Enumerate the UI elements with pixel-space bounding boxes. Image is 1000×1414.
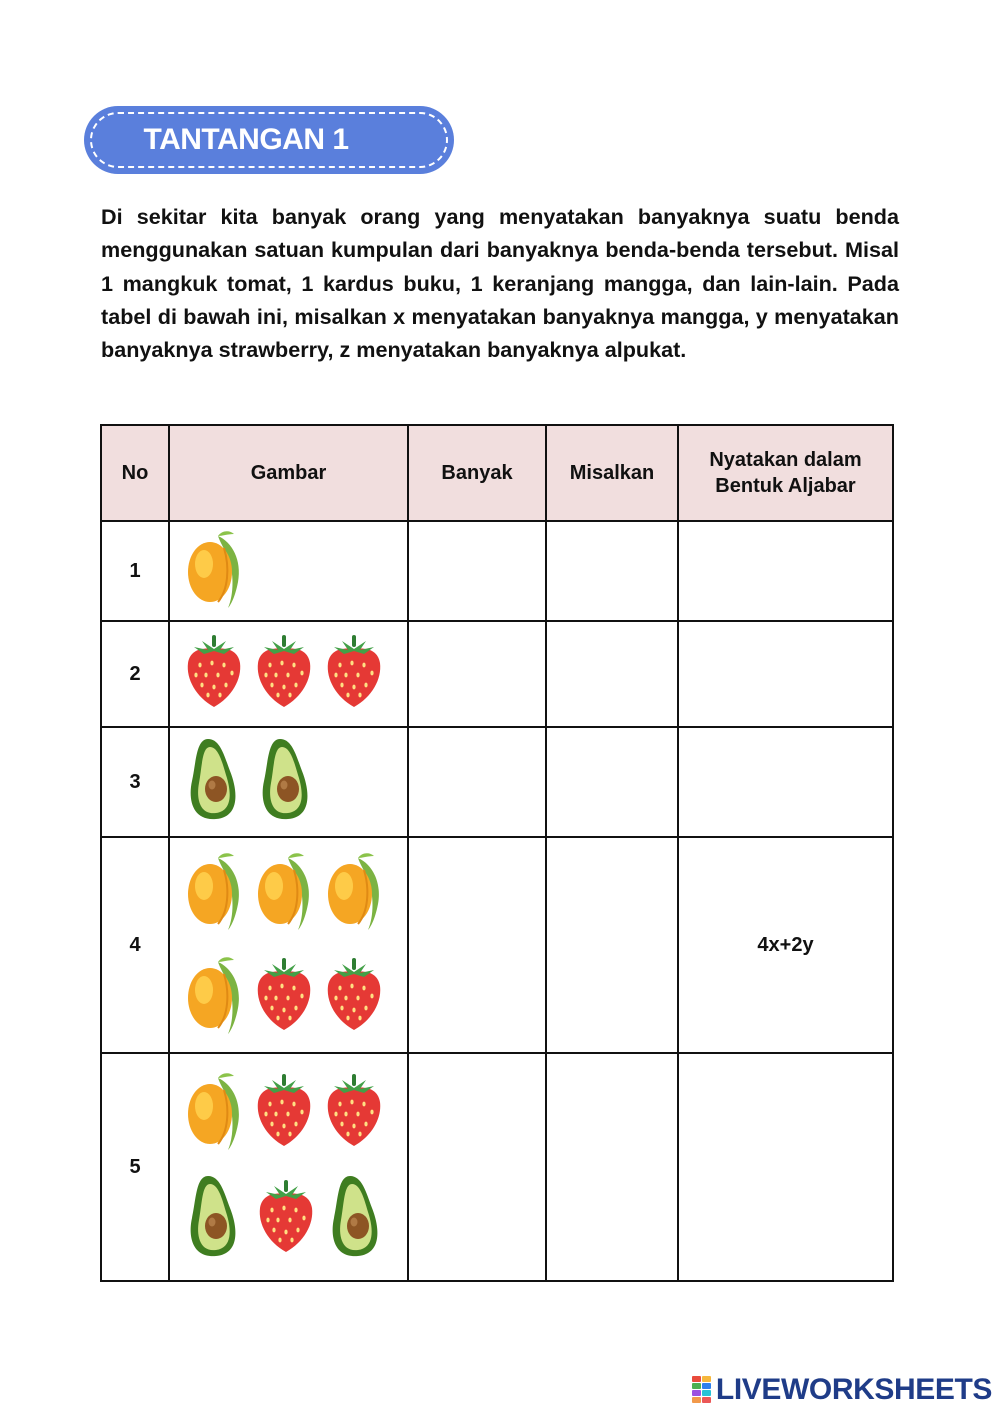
strawberry-icon bbox=[184, 633, 244, 715]
aljabar-answer-cell[interactable] bbox=[678, 727, 893, 837]
picture-cell bbox=[169, 837, 408, 1053]
row-number: 5 bbox=[101, 1053, 169, 1281]
strawberry-icon bbox=[254, 1072, 314, 1154]
avocado-icon bbox=[256, 737, 318, 827]
intro-paragraph: Di sekitar kita banyak orang yang menyatakan banyaknya suatu benda menggunakan satuan kumpulan dari banyaknya benda-benda tersebut. Misal 1 mangkuk tomat, 1 kardus buku, 1 keranjang mangga, dan lain-lain. Pada tabel di bawah ini, misalkan x menyatakan banyaknya mangga, y menyatakan banyaknya strawberry, z menyatakan banyaknya alpukat. bbox=[101, 204, 899, 363]
strawberry-icon bbox=[256, 1178, 316, 1260]
aljabar-answer-cell[interactable] bbox=[678, 621, 893, 727]
row-number: 4 bbox=[101, 837, 169, 1053]
mango-icon bbox=[184, 850, 244, 936]
table-header-row bbox=[101, 425, 893, 521]
strawberry-icon bbox=[324, 633, 384, 715]
aljabar-answer-cell[interactable]: 4x+2y bbox=[678, 837, 893, 1053]
picture-cell bbox=[169, 621, 408, 727]
misalkan-answer-cell[interactable] bbox=[546, 727, 678, 837]
table-row bbox=[101, 727, 893, 837]
banyak-answer-cell[interactable] bbox=[408, 1053, 546, 1281]
avocado-icon bbox=[184, 737, 246, 827]
misalkan-answer-cell[interactable] bbox=[546, 521, 678, 621]
fruit-row bbox=[184, 954, 407, 1040]
header-aljabar bbox=[678, 425, 893, 521]
picture-cell bbox=[169, 727, 408, 837]
liveworksheets-logo-icon bbox=[692, 1376, 712, 1404]
mango-icon bbox=[184, 528, 244, 614]
table-row bbox=[101, 621, 893, 727]
title-badge bbox=[84, 106, 454, 174]
header-aljabar-line1: Nyatakan dalam bbox=[709, 449, 862, 471]
misalkan-answer-cell[interactable] bbox=[546, 621, 678, 727]
header-no: No bbox=[101, 425, 169, 521]
row-number: 3 bbox=[101, 727, 169, 837]
strawberry-icon bbox=[324, 956, 384, 1038]
banyak-answer-cell[interactable] bbox=[408, 727, 546, 837]
row-number: 2 bbox=[101, 621, 169, 727]
mango-icon bbox=[324, 850, 384, 936]
aljabar-answer-cell[interactable] bbox=[678, 1053, 893, 1281]
liveworksheets-brand bbox=[692, 1372, 992, 1408]
fruit-row bbox=[184, 1070, 407, 1156]
picture-cell bbox=[169, 521, 408, 621]
banyak-answer-cell[interactable] bbox=[408, 521, 546, 621]
mango-icon bbox=[254, 850, 314, 936]
strawberry-icon bbox=[254, 633, 314, 715]
fruit-row bbox=[184, 1174, 407, 1264]
banyak-answer-cell[interactable] bbox=[408, 621, 546, 727]
fruit-row bbox=[184, 528, 407, 614]
fruit-row bbox=[184, 850, 407, 936]
misalkan-answer-cell[interactable] bbox=[546, 1053, 678, 1281]
brand-name: LIVEWORKSHEETS bbox=[715, 1373, 992, 1406]
table-row bbox=[101, 837, 893, 1053]
header-banyak: Banyak bbox=[408, 425, 546, 521]
avocado-icon bbox=[184, 1174, 246, 1264]
page-title: TANTANGAN 1 bbox=[143, 123, 349, 156]
header-aljabar-line2: Bentuk Aljabar bbox=[715, 475, 856, 497]
picture-cell bbox=[169, 1053, 408, 1281]
strawberry-icon bbox=[254, 956, 314, 1038]
banyak-answer-cell[interactable] bbox=[408, 837, 546, 1053]
misalkan-answer-cell[interactable] bbox=[546, 837, 678, 1053]
fruit-row bbox=[184, 633, 407, 715]
algebra-table bbox=[100, 424, 894, 1282]
strawberry-icon bbox=[324, 1072, 384, 1154]
header-gambar: Gambar bbox=[169, 425, 408, 521]
fruit-row bbox=[184, 737, 407, 827]
header-misalkan: Misalkan bbox=[546, 425, 678, 521]
aljabar-answer-cell[interactable] bbox=[678, 521, 893, 621]
row-number: 1 bbox=[101, 521, 169, 621]
table-row bbox=[101, 521, 893, 621]
mango-icon bbox=[184, 1070, 244, 1156]
avocado-icon bbox=[326, 1174, 388, 1264]
mango-icon bbox=[184, 954, 244, 1040]
table-row bbox=[101, 1053, 893, 1281]
